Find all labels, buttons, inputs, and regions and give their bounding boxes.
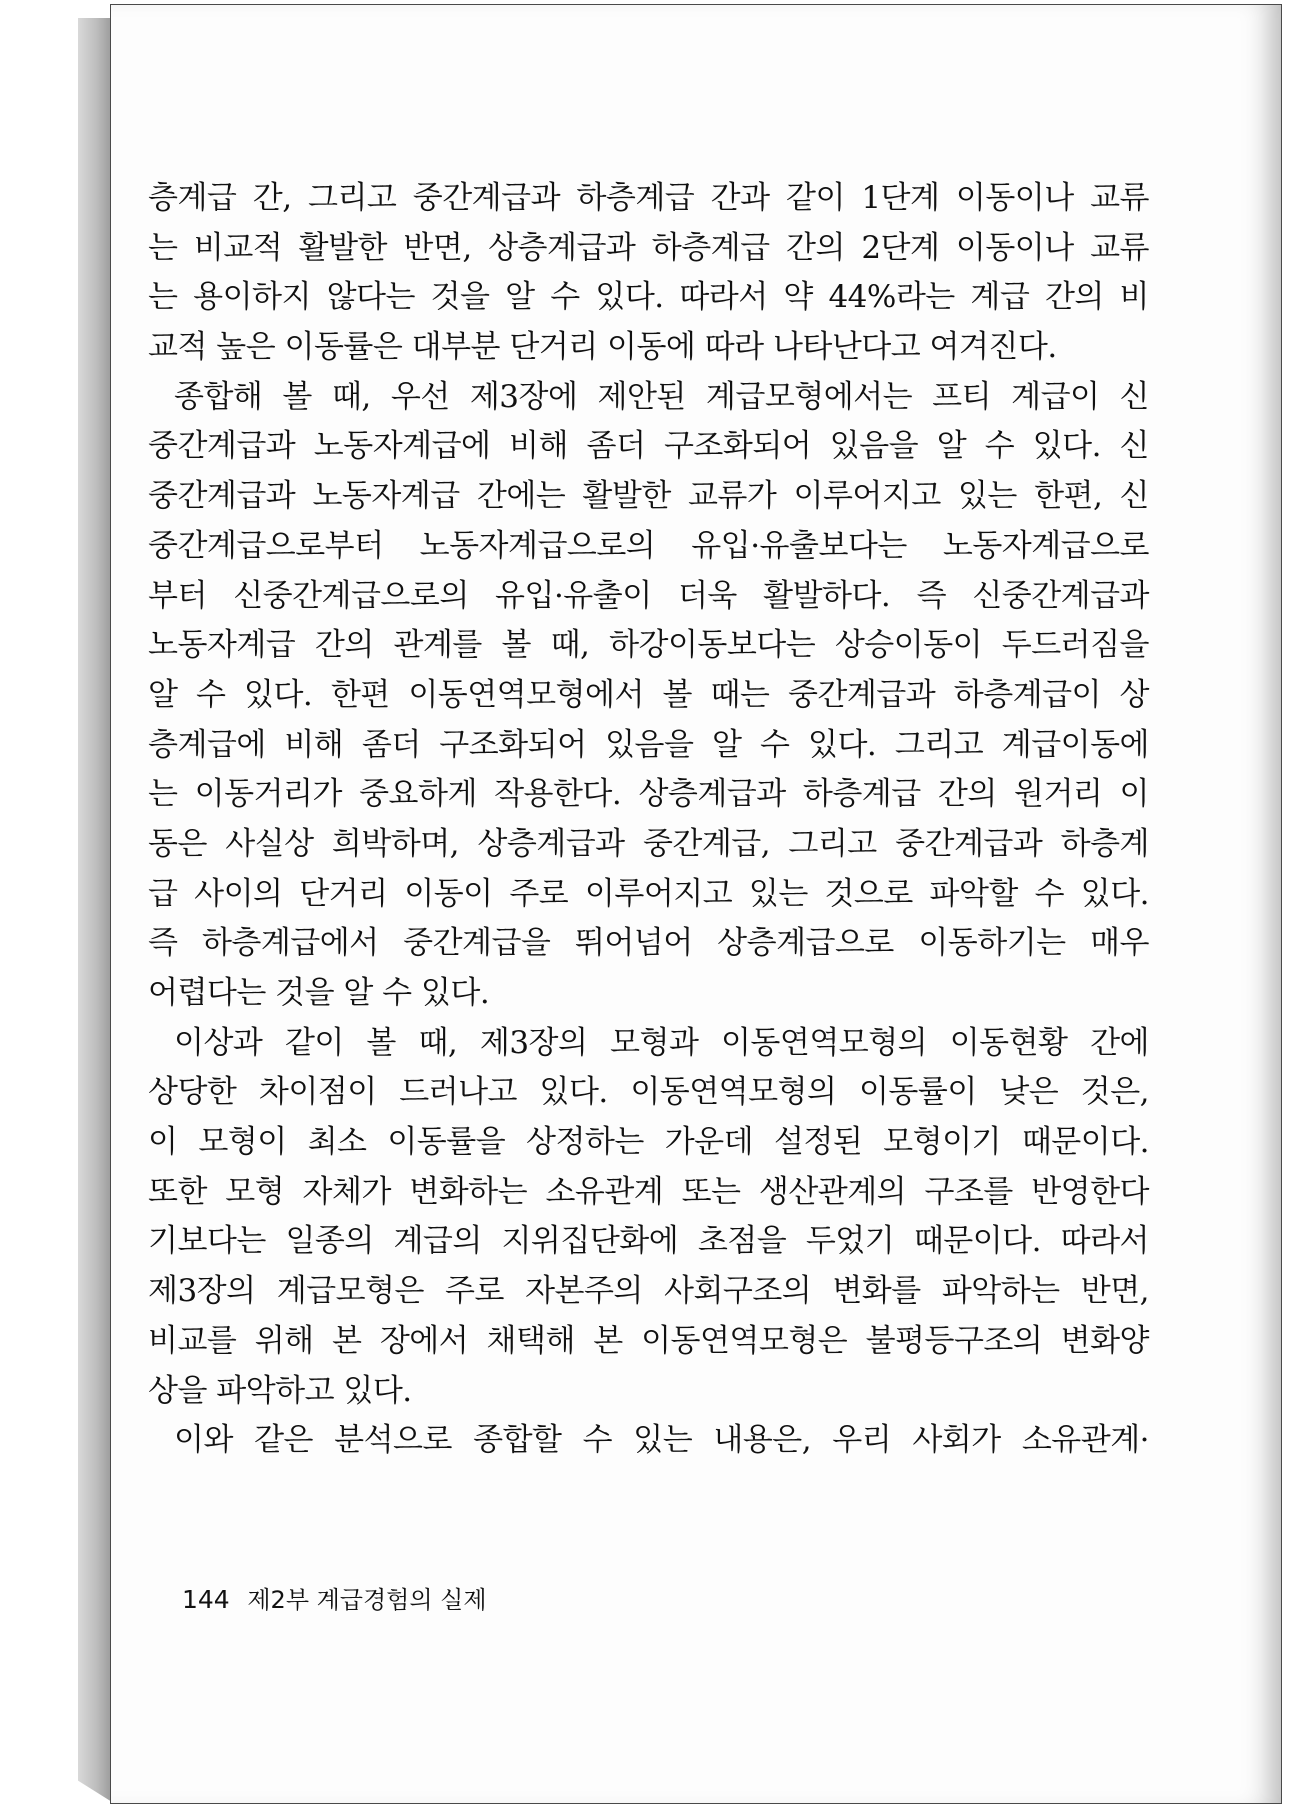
text-line: 이와 같은 분석으로 종합할 수 있는 내용은, 우리 사회가 소유관계· — [174, 1422, 1149, 1459]
text-line: 중간계급과 노동자계급 간에는 활발한 교류가 이루어지고 있는 한편, 신 — [148, 478, 1149, 515]
text-line: 비교를 위해 본 장에서 채택해 본 이동연역모형은 불평등구조의 변화양 — [148, 1322, 1149, 1359]
text-line: 이 모형이 최소 이동률을 상정하는 가운데 설정된 모형이기 때문이다. — [148, 1124, 1149, 1161]
running-footer-section: 제2부 계급경험의 실제 — [247, 1586, 487, 1614]
text-line: 는 이동거리가 중요하게 작용한다. 상층계급과 하층계급 간의 원거리 이 — [148, 776, 1149, 813]
page-footer — [182, 1580, 487, 1615]
text-line: 중간계급으로부터 노동자계급으로의 유입·유출보다는 노동자계급으로 — [148, 527, 1149, 564]
text-line: 부터 신중간계급으로의 유입·유출이 더욱 활발하다. 즉 신중간계급과 — [148, 577, 1149, 614]
text-line: 교적 높은 이동률은 대부분 단거리 이동에 따라 나타난다고 여겨진다. — [148, 329, 1057, 366]
text-line: 알 수 있다. 한편 이동연역모형에서 볼 때는 중간계급과 하층계급이 상 — [148, 676, 1149, 713]
body-text — [148, 174, 1149, 1466]
text-line: 기보다는 일종의 계급의 지위집단화에 초점을 두었기 때문이다. 따라서 — [148, 1223, 1149, 1260]
book-spine-edge — [78, 18, 112, 1802]
text-line: 종합해 볼 때, 우선 제3장에 제안된 계급모형에서는 프티 계급이 신 — [174, 378, 1149, 415]
text-line: 는 용이하지 않다는 것을 알 수 있다. 따라서 약 44%라는 계급 간의 비 — [148, 279, 1149, 316]
text-line: 또한 모형 자체가 변화하는 소유관계 또는 생산관계의 구조를 반영한다 — [148, 1173, 1149, 1210]
text-line: 급 사이의 단거리 이동이 주로 이루어지고 있는 것으로 파악할 수 있다. — [148, 875, 1149, 912]
text-line: 층계급에 비해 좀더 구조화되어 있음을 알 수 있다. 그리고 계급이동에 — [148, 726, 1149, 763]
text-line: 상당한 차이점이 드러나고 있다. 이동연역모형의 이동률이 낮은 것은, — [148, 1074, 1149, 1111]
text-line: 층계급 간, 그리고 중간계급과 하층계급 간과 같이 1단계 이동이나 교류 — [148, 180, 1149, 216]
text-line: 동은 사실상 희박하며, 상층계급과 중간계급, 그리고 중간계급과 하층계 — [148, 825, 1149, 862]
text-line: 노동자계급 간의 관계를 볼 때, 하강이동보다는 상승이동이 두드러짐을 — [148, 627, 1149, 664]
text-line: 즉 하층계급에서 중간계급을 뛰어넘어 상층계급으로 이동하기는 매우 — [148, 925, 1149, 962]
text-line: 상을 파악하고 있다. — [148, 1372, 412, 1409]
text-line: 어렵다는 것을 알 수 있다. — [148, 975, 490, 1011]
text-line: 이상과 같이 볼 때, 제3장의 모형과 이동연역모형의 이동현황 간에 — [174, 1024, 1149, 1061]
text-line: 제3장의 계급모형은 주로 자본주의 사회구조의 변화를 파악하는 반면, — [148, 1273, 1149, 1310]
text-line: 는 비교적 활발한 반면, 상층계급과 하층계급 간의 2단계 이동이나 교류 — [148, 229, 1149, 266]
text-line: 중간계급과 노동자계급에 비해 좀더 구조화되어 있음을 알 수 있다. 신 — [148, 428, 1149, 465]
page-number: 144 — [182, 1585, 230, 1614]
